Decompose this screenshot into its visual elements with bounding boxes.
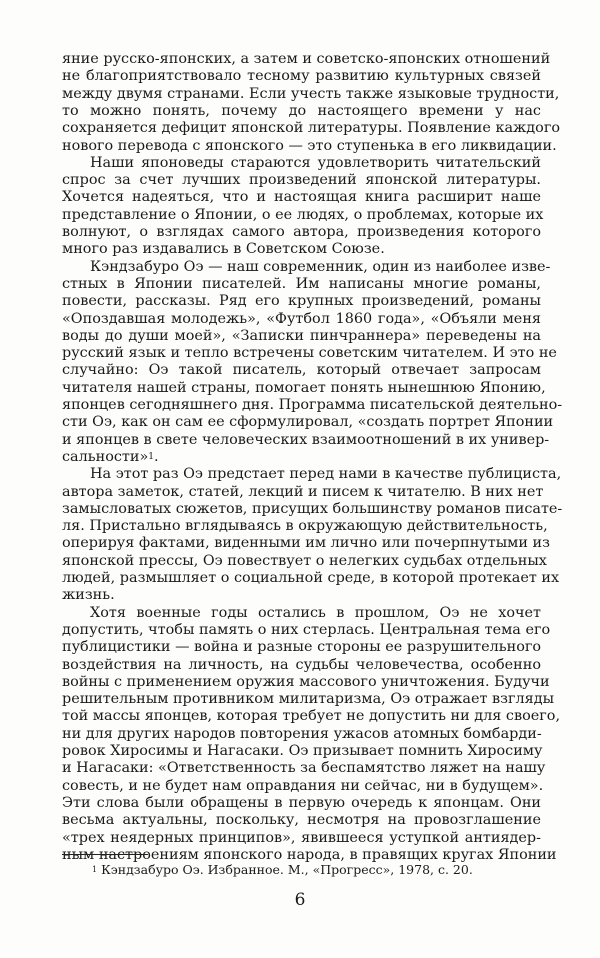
text-line	[62, 587, 541, 604]
text-line	[62, 760, 546, 777]
text-line	[62, 500, 563, 518]
text-line-content: Кэндзабуро Оэ — наш современник, один из наиболее изве-	[90, 258, 551, 275]
text-line	[62, 276, 541, 293]
text-line-content: Эти слова были обращены в первую очередь к японцам. Они	[62, 794, 541, 811]
text-line	[62, 431, 550, 449]
text-line	[62, 68, 541, 85]
text-line-content: читателя нашей страны, помогает понять нынешнюю Японию,	[62, 379, 546, 396]
text-line	[90, 258, 551, 276]
text-line	[62, 812, 541, 829]
text-line-content: волнуют, о взглядах самого автора, произведения которого	[62, 224, 541, 240]
text-line	[62, 311, 541, 328]
text-line	[62, 241, 541, 258]
text-line-content: замысловатых сюжетов, присущих большинству романов писате-	[62, 500, 563, 517]
text-line	[62, 206, 544, 224]
text-line	[62, 362, 541, 379]
text-line-content: Хотя военные годы остались в прошлом, Оэ не хочет	[90, 604, 541, 621]
text-line-content: сальности»	[62, 448, 149, 465]
text-line	[62, 293, 541, 310]
text-line	[62, 657, 541, 674]
text-line-content: сохраняется дефицит японской литературы. Появление каждого	[62, 120, 561, 137]
text-line-content: то можно понять, почему до настоящего времени у нас	[62, 102, 541, 119]
text-line	[62, 726, 541, 743]
text-line-content: совесть, и не будет нам оправдания ни сейчас, ни в будущем».	[62, 777, 544, 794]
text-line-content: «трех неядерных принципов», явившееся уступкой антиядер-	[62, 829, 541, 846]
text-line-content: допустить, чтобы память о них стерлась. Центральная тема его	[62, 621, 551, 638]
text-line	[62, 345, 557, 362]
text-line-content: Хочется надеяться, что и настоящая книга расширит наше	[62, 189, 541, 206]
text-line-content: ни для других народов повторения ужасов атомных бомбарди-	[62, 725, 542, 742]
text-line-content: той массы японцев, которая требует не допустить ни для своего,	[62, 708, 561, 725]
text-line-content: жизнь.	[62, 587, 115, 604]
text-line	[62, 795, 541, 812]
text-line-content: и Нагасаки: «Ответственность за беспамятство ляжет на нашу	[62, 760, 546, 777]
text-line-content: воды до души моей», «Записки пинчраннера» переведены на	[62, 327, 541, 344]
text-line-content: На этот раз Оэ предстает перед нами в качестве публициста,	[90, 466, 562, 483]
text-line-content: спрос за счет лучших произведений японской литературы.	[62, 172, 541, 189]
text-line-content: и японцев в свете человеческих взаимоотношений в их универ-	[62, 431, 550, 448]
text-line-content: «Опоздавшая молодежь», «Футбол 1860 года», «Объяли меня	[62, 310, 541, 327]
text-line	[90, 605, 541, 622]
text-line-content: весьма актуальны, поскольку, несмотря на провозглашение	[62, 812, 541, 829]
text-line	[62, 518, 548, 535]
page-number: 6	[294, 890, 306, 910]
footnote-text: Кэндзабуро Оэ. Избранное. М., «Прогресс», 1978, с. 20.	[101, 862, 473, 877]
text-line	[62, 328, 541, 345]
text-line-content: людей, размышляет о социальной среде, в которой протекает их	[62, 570, 560, 586]
footnote-ref: 1	[148, 451, 155, 462]
text-line-content: русский язык и тепло встречены советским читателем. И это не	[62, 345, 557, 362]
text-line-content: японской прессы, Оэ повествует о нелегких судьбах отдельных	[62, 552, 547, 569]
text-line-content: ным настроениям японского народа, в правящих кругах Японии	[62, 846, 557, 863]
text-line-content: воздействия на личность, на судьбы человечества, особенно	[62, 656, 541, 673]
text-line	[62, 103, 541, 120]
text-line-content: нового перевода с японского — это ступенька в его ликвидации.	[62, 137, 557, 154]
text-line-content: много раз издавались в Советском Союзе.	[62, 241, 385, 258]
text-line-content: Наши японоведы стараются удовлетворить читательский	[90, 154, 541, 171]
text-line-content: решительным противником милитаризма, Оэ отражает взгляды	[62, 691, 555, 708]
text-line-content: представление о Японии, о ее людях, о проблемах, которые их	[62, 206, 544, 223]
text-line	[62, 673, 550, 691]
text-line	[62, 397, 563, 414]
text-line-content: яние русско-японских, а затем и советско-японских отношений	[62, 51, 551, 67]
text-line	[62, 743, 541, 760]
text-line	[90, 155, 541, 172]
text-line	[62, 137, 557, 155]
text-line	[62, 120, 561, 137]
text-line	[62, 379, 546, 397]
text-line	[62, 224, 541, 241]
text-line	[62, 639, 541, 656]
text-line	[62, 414, 554, 431]
text-line	[62, 621, 551, 639]
text-line	[62, 777, 544, 795]
text-line	[62, 691, 555, 708]
text-line	[62, 51, 551, 68]
footnote-marker: 1	[92, 865, 98, 874]
text-line-content: войны с применением оружия массового уничтожения. Будучи	[62, 673, 550, 690]
text-line-content: ля. Пристально вглядываясь в окружающую действительность,	[62, 518, 548, 535]
text-line	[62, 189, 541, 206]
text-line-content: стных в Японии писателей. Им написаны многие романы,	[62, 275, 541, 292]
text-line-content: не благоприятствовало тесному развитию культурных связей	[62, 68, 541, 85]
text-line-content: сти Оэ, как он сам ее сформулировал, «создать портрет Японии	[62, 414, 554, 431]
text-line-content: повести, рассказы. Ряд его крупных произведений, романы	[62, 293, 541, 310]
text-line	[62, 570, 560, 587]
text-line	[62, 535, 550, 552]
text-line	[62, 483, 544, 501]
text-line-content: случайно: Оэ такой писатель, который отвечает запросам	[62, 362, 541, 379]
text-line	[62, 830, 541, 847]
text-line-content: японцев сегодняшнего дня. Программа писательской деятельно-	[62, 397, 563, 413]
text-line	[62, 172, 541, 189]
text-line-content: автора заметок, статей, лекций и писем к читателю. В них нет	[62, 483, 544, 500]
footnote	[92, 862, 542, 878]
text-line-content: оперируя фактами, виденными им лично или почерпнутыми из	[62, 535, 550, 552]
text-line	[62, 708, 561, 725]
text-line-content: ровок Хиросимы и Нагасаки. Оэ призывает помнить Хиросиму	[62, 743, 543, 759]
text-line	[62, 85, 560, 103]
text-line	[62, 552, 547, 570]
text-line	[90, 466, 562, 483]
text-line-content: между двумя странами. Если учесть также языковые трудности,	[62, 85, 560, 102]
text-line: сальности»$^1$.	[62, 448, 159, 465]
text-line-content: публицистики — война и разные стороны ее разрушительного	[62, 639, 542, 656]
footnote-rule	[62, 854, 148, 855]
